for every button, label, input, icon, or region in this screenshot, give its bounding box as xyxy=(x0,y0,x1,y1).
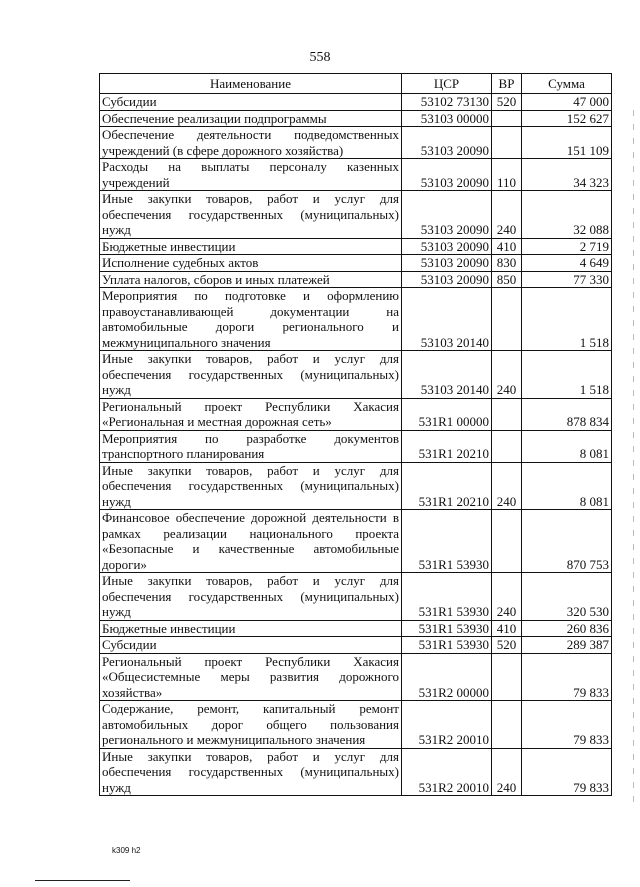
row-vr: 240 xyxy=(492,573,522,621)
table-row xyxy=(100,351,612,399)
table-row xyxy=(100,701,612,749)
row-vr xyxy=(492,510,522,573)
row-vr xyxy=(492,110,522,127)
row-csr: 531R2 20010 xyxy=(402,701,492,749)
row-vr: 410 xyxy=(492,238,522,255)
row-sum: 151 109 xyxy=(522,127,612,159)
row-name: Региональный проект Республики Хакасия «Региональная и местная дорожная сеть» xyxy=(100,398,402,430)
table-row xyxy=(100,191,612,239)
table-row xyxy=(100,255,612,272)
row-vr xyxy=(492,701,522,749)
row-name: Иные закупки товаров, работ и услуг для обеспечения государственных (муниципальных) нужд xyxy=(100,748,402,796)
row-csr: 531R1 00000 xyxy=(402,398,492,430)
row-sum: 79 833 xyxy=(522,653,612,701)
table-row xyxy=(100,653,612,701)
row-vr: 850 xyxy=(492,271,522,288)
row-csr: 53103 20090 xyxy=(402,191,492,239)
row-csr: 531R1 53930 xyxy=(402,510,492,573)
row-csr: 531R2 00000 xyxy=(402,653,492,701)
table-body xyxy=(100,94,612,796)
row-name: Исполнение судебных актов xyxy=(100,255,402,272)
table-row xyxy=(100,748,612,796)
row-csr: 53103 20090 xyxy=(402,271,492,288)
row-name: Иные закупки товаров, работ и услуг для обеспечения государственных (муниципальных) нужд xyxy=(100,191,402,239)
row-vr xyxy=(492,398,522,430)
row-name: Бюджетные инвестиции xyxy=(100,620,402,637)
row-vr: 240 xyxy=(492,462,522,510)
row-csr: 53103 20090 xyxy=(402,159,492,191)
row-vr: 520 xyxy=(492,94,522,111)
table-row xyxy=(100,94,612,111)
row-csr: 531R1 53930 xyxy=(402,573,492,621)
table-row xyxy=(100,573,612,621)
row-sum: 1 518 xyxy=(522,351,612,399)
page-number: 558 xyxy=(309,50,331,65)
row-csr: 53103 20140 xyxy=(402,288,492,351)
row-vr: 830 xyxy=(492,255,522,272)
row-csr: 531R2 20010 xyxy=(402,748,492,796)
row-name: Иные закупки товаров, работ и услуг для обеспечения государственных (муниципальных) нужд xyxy=(100,462,402,510)
row-csr: 53103 20140 xyxy=(402,351,492,399)
row-csr: 53103 20090 xyxy=(402,255,492,272)
row-csr: 53103 00000 xyxy=(402,110,492,127)
header-vr: ВР xyxy=(492,74,522,94)
scan-edge-mark xyxy=(633,110,634,810)
row-sum: 4 649 xyxy=(522,255,612,272)
header-name: Наименование xyxy=(100,74,402,94)
row-vr xyxy=(492,127,522,159)
row-sum: 79 833 xyxy=(522,748,612,796)
row-sum: 47 000 xyxy=(522,94,612,111)
row-vr xyxy=(492,288,522,351)
row-name: Региональный проект Республики Хакасия «Общесистемные меры развития дорожного хозяйства» xyxy=(100,653,402,701)
row-vr: 240 xyxy=(492,748,522,796)
table-row xyxy=(100,398,612,430)
row-name: Субсидии xyxy=(100,94,402,111)
row-name: Содержание, ремонт, капитальный ремонт автомобильных дорог общего пользования регионального и межмуниципального значения xyxy=(100,701,402,749)
row-sum: 34 323 xyxy=(522,159,612,191)
table-row xyxy=(100,288,612,351)
row-sum: 878 834 xyxy=(522,398,612,430)
row-name: Финансовое обеспечение дорожной деятельности в рамках реализации национального проекта «Безопасные и качественные автомобильные дороги» xyxy=(100,510,402,573)
row-csr: 531R1 53930 xyxy=(402,620,492,637)
table-row xyxy=(100,620,612,637)
header-sum: Сумма xyxy=(522,74,612,94)
row-csr: 531R1 20210 xyxy=(402,430,492,462)
table-row xyxy=(100,127,612,159)
row-name: Бюджетные инвестиции xyxy=(100,238,402,255)
row-name: Уплата налогов, сборов и иных платежей xyxy=(100,271,402,288)
row-sum: 8 081 xyxy=(522,462,612,510)
table-row xyxy=(100,462,612,510)
row-vr xyxy=(492,430,522,462)
table-row xyxy=(100,238,612,255)
row-csr: 53103 20090 xyxy=(402,238,492,255)
row-name: Обеспечение реализации подпрограммы xyxy=(100,110,402,127)
row-sum: 32 088 xyxy=(522,191,612,239)
row-vr: 240 xyxy=(492,351,522,399)
row-name: Обеспечение деятельности подведомственных учреждений (в сфере дорожного хозяйства) xyxy=(100,127,402,159)
row-vr: 520 xyxy=(492,637,522,654)
row-name: Субсидии xyxy=(100,637,402,654)
table-row xyxy=(100,430,612,462)
footer-divider xyxy=(35,880,130,881)
row-vr xyxy=(492,653,522,701)
row-vr: 110 xyxy=(492,159,522,191)
table-row xyxy=(100,271,612,288)
row-sum: 289 387 xyxy=(522,637,612,654)
table-row xyxy=(100,510,612,573)
row-csr: 53102 73130 xyxy=(402,94,492,111)
table-row xyxy=(100,637,612,654)
row-sum: 320 530 xyxy=(522,573,612,621)
row-name: Расходы на выплаты персоналу казенных учреждений xyxy=(100,159,402,191)
row-name: Мероприятия по разработке документов транспортного планирования xyxy=(100,430,402,462)
row-sum: 8 081 xyxy=(522,430,612,462)
table-row xyxy=(100,159,612,191)
row-sum: 1 518 xyxy=(522,288,612,351)
row-name: Мероприятия по подготовке и оформлению правоустанавливающей документации на автомобильные дороги регионального и межмуниципального значения xyxy=(100,288,402,351)
row-sum: 260 836 xyxy=(522,620,612,637)
row-vr: 240 xyxy=(492,191,522,239)
row-vr: 410 xyxy=(492,620,522,637)
row-sum: 2 719 xyxy=(522,238,612,255)
footer-doc-code: k309 h2 xyxy=(112,846,141,855)
row-csr: 531R1 53930 xyxy=(402,637,492,654)
row-sum: 870 753 xyxy=(522,510,612,573)
row-name: Иные закупки товаров, работ и услуг для обеспечения государственных (муниципальных) нужд xyxy=(100,573,402,621)
row-csr: 53103 20090 xyxy=(402,127,492,159)
budget-table xyxy=(99,73,612,796)
table-header-row xyxy=(100,74,612,94)
row-sum: 77 330 xyxy=(522,271,612,288)
row-csr: 531R1 20210 xyxy=(402,462,492,510)
header-csr: ЦСР xyxy=(402,74,492,94)
row-sum: 152 627 xyxy=(522,110,612,127)
row-name: Иные закупки товаров, работ и услуг для обеспечения государственных (муниципальных) нужд xyxy=(100,351,402,399)
table-row xyxy=(100,110,612,127)
row-sum: 79 833 xyxy=(522,701,612,749)
